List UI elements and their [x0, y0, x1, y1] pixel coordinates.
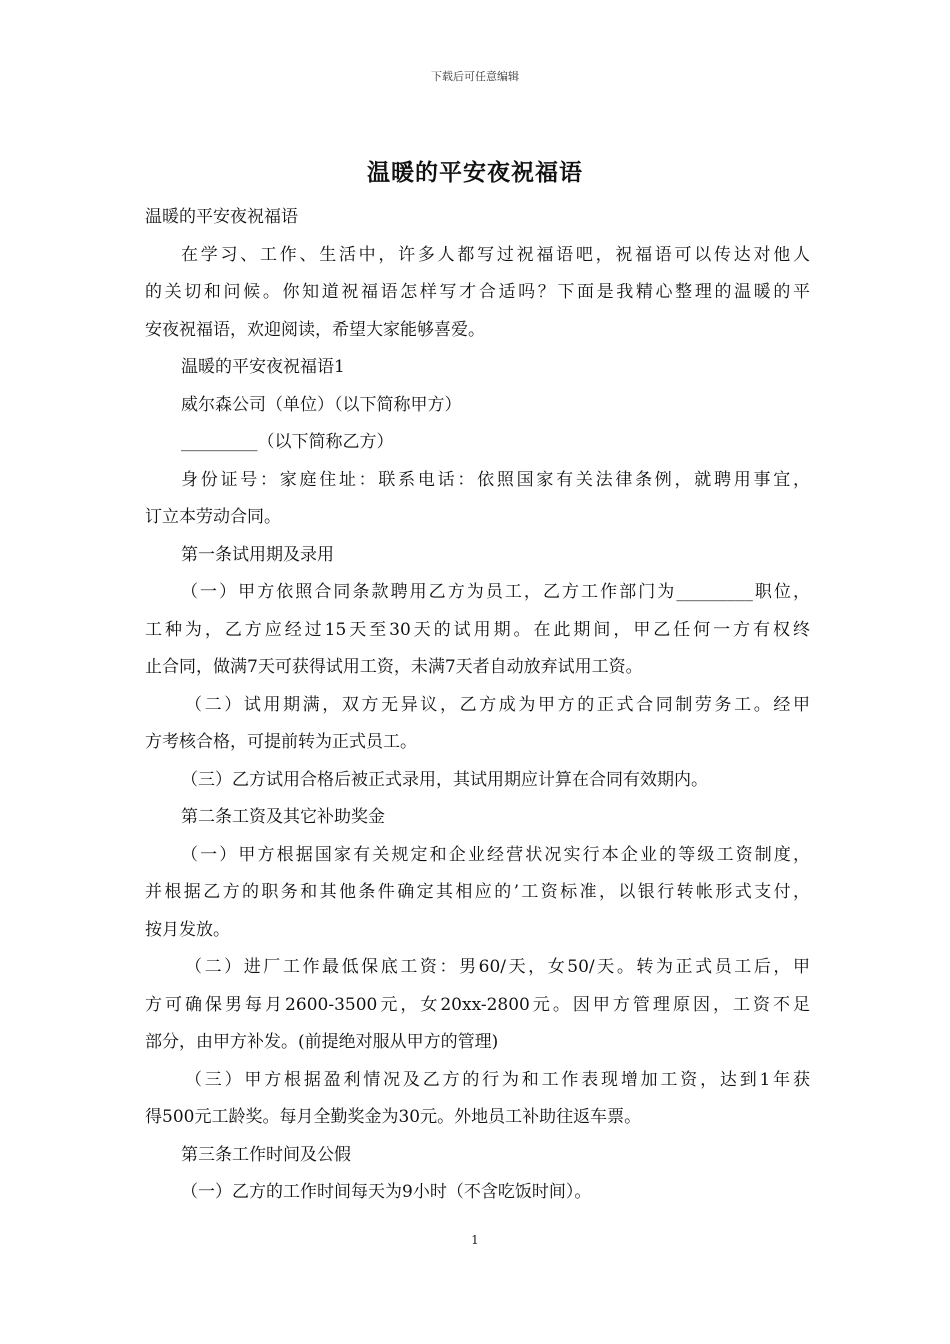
paragraph-line: 安夜祝福语，欢迎阅读，希望大家能够喜爱。: [145, 319, 485, 340]
paragraph-line: （三）乙方试用合格后被正式录用，其试用期应计算在合同有效期内。: [181, 769, 708, 790]
clause-heading: 第一条试用期及录用: [181, 544, 334, 565]
paragraph-line: _________（以下简称乙方）: [181, 432, 394, 452]
paragraph-line: 威尔森公司（单位）（以下简称甲方）: [181, 394, 462, 415]
paragraph-line: 止合同，做满7天可获得试用工资，未满7天者自动放弃试用工资。: [145, 657, 643, 677]
paragraph-line: 并根据乙方的职务和其他条件确定其相应的’工资标准，以银行转帐形式支付，: [145, 882, 810, 902]
paragraph-line: 订立本劳动合同。: [145, 507, 281, 527]
paragraph-line: （二）进厂工作最低保底工资：男60/天，女50/天。转为正式员工后，甲: [185, 957, 810, 977]
section-heading: 温暖的平安夜祝福语1: [181, 357, 345, 377]
paragraph-line: 的关切和问候。你知道祝福语怎样写才合适吗？下面是我精心整理的温暖的平: [145, 282, 810, 302]
page-number: 1: [471, 1233, 479, 1247]
paragraph-line: 工种为，乙方应经过15天至30天的试用期。在此期间，甲乙任何一方有权终: [145, 619, 810, 640]
clause-heading: 第三条工作时间及公假: [181, 1144, 351, 1165]
paragraph-line: 在学习、工作、生活中，许多人都写过祝福语吧，祝福语可以传达对他人: [181, 244, 810, 265]
paragraph-line: 方可确保男每月2600-3500元，女20xx-2800元。因甲方管理原因，工资不足: [145, 994, 810, 1015]
paragraph-line: （一）乙方的工作时间每天为9小时（不含吃饭时间）。: [181, 1182, 592, 1202]
paragraph-line: 得500元工龄奖。每月全勤奖金为30元。外地员工补助往返车票。: [145, 1107, 642, 1127]
document-title: 温暖的平安夜祝福语: [367, 159, 583, 186]
paragraph-line: （二）试用期满，双方无异议，乙方成为甲方的正式合同制劳务工。经甲: [185, 694, 810, 715]
subtitle-line: 温暖的平安夜祝福语: [145, 207, 298, 227]
paragraph-line: （一）甲方依照合同条款聘用乙方为员工，乙方工作部门为_________职位，: [181, 582, 810, 602]
clause-heading: 第二条工资及其它补助奖金: [181, 807, 385, 827]
header-note: 下载后可任意编辑: [431, 70, 519, 83]
paragraph-line: （一）甲方根据国家有关规定和企业经营状况实行本企业的等级工资制度，: [181, 844, 810, 865]
paragraph-line: 身份证号：家庭住址：联系电话：依照国家有关法律条例，就聘用事宜，: [181, 469, 810, 490]
paragraph-line: 方考核合格，可提前转为正式员工。: [145, 732, 417, 752]
paragraph-line: （三）甲方根据盈利情况及乙方的行为和工作表现增加工资，达到1年获: [185, 1069, 810, 1090]
paragraph-line: 部分，由甲方补发。(前提绝对服从甲方的管理): [145, 1032, 499, 1052]
document-body: [145, 199, 810, 1212]
paragraph-line: 按月发放。: [145, 919, 230, 940]
